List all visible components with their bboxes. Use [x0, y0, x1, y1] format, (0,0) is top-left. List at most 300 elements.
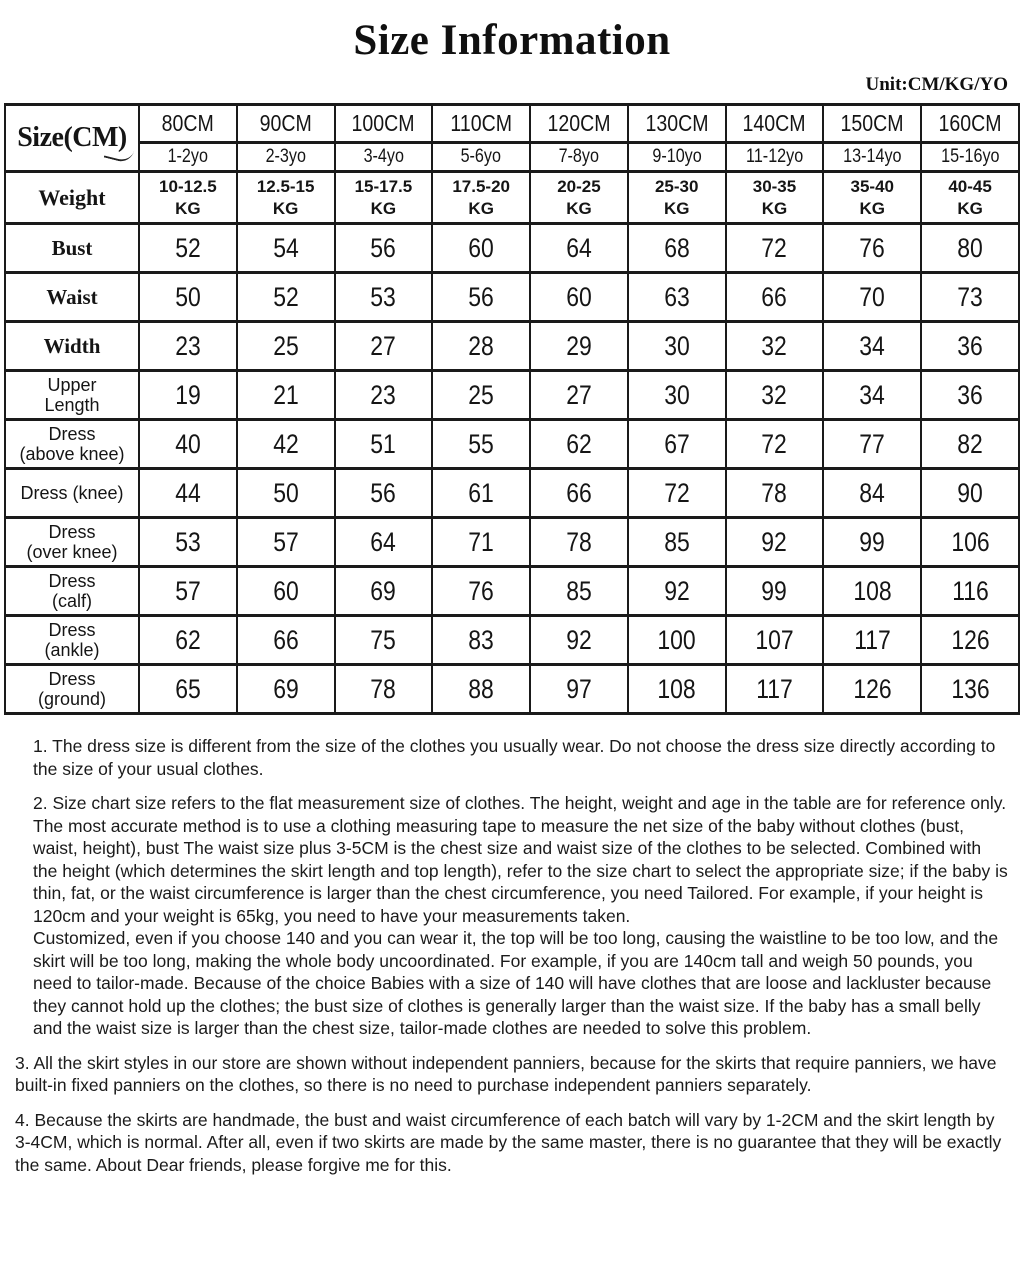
cell-value: 80	[957, 232, 983, 263]
cell-value: 92	[663, 575, 690, 606]
height-cell	[726, 105, 824, 143]
table-row	[5, 616, 1019, 665]
value-cell	[726, 371, 824, 420]
cell-value: 117	[756, 673, 793, 704]
cell-value: 40	[175, 428, 201, 459]
note-paragraph	[15, 792, 1008, 1040]
value-cell	[139, 273, 237, 322]
value-cell	[432, 567, 530, 616]
cell-value: Weight	[38, 184, 106, 210]
cell-value: 64	[566, 232, 592, 263]
cell-value: 108	[657, 673, 696, 704]
height-cell	[237, 105, 335, 143]
value-cell	[530, 616, 628, 665]
row-label-cell	[5, 273, 139, 322]
value-cell	[823, 567, 921, 616]
cell-value: 28	[468, 330, 494, 361]
note-text: 1. The dress size is different from the size of the clothes you usually wear. Do not choose the dress size directly according to the size of your usual clothes.	[33, 736, 996, 779]
value-cell	[432, 665, 530, 714]
cell-value: 85	[663, 526, 690, 557]
row-label-cell	[5, 567, 139, 616]
row-label-cell	[5, 224, 139, 273]
age-cell	[237, 143, 335, 172]
cell-value: 75	[370, 624, 397, 655]
cell-value: 106	[950, 526, 990, 557]
cell-value: 84	[859, 477, 886, 508]
cell-value: 56	[370, 477, 397, 508]
weight-unit: KG	[370, 198, 397, 218]
page-title: Size Information	[353, 17, 671, 64]
value-cell	[823, 371, 921, 420]
cell-value: 50	[175, 281, 201, 312]
row-label-cell	[5, 616, 139, 665]
cell-value: 66	[761, 281, 788, 312]
cell-value: 21	[272, 379, 299, 410]
value-cell	[530, 224, 628, 273]
cell-value: 78	[566, 526, 592, 557]
value-cell	[335, 469, 433, 518]
weight-range: 10-12.5	[159, 177, 217, 197]
cell-value: 68	[663, 232, 690, 263]
height-cell	[530, 105, 628, 143]
weight-unit: KG	[468, 198, 494, 218]
value-cell	[335, 567, 433, 616]
value-cell	[628, 469, 726, 518]
row-label-line: (over knee)	[26, 542, 118, 562]
cell-value: 52	[272, 281, 299, 312]
cell-value: 82	[957, 428, 983, 459]
cell-value: 7-8yo	[558, 146, 600, 167]
table-row	[5, 322, 1019, 371]
cell-value: 15-16yo	[940, 146, 1000, 167]
cell-value: 36	[957, 330, 983, 361]
row-label-line: Dress	[48, 570, 96, 591]
unit-label: Unit:CM/KG/YO	[865, 74, 1008, 95]
value-cell	[335, 616, 433, 665]
cell-value: 61	[468, 477, 494, 508]
value-cell	[921, 322, 1019, 371]
value-cell	[530, 469, 628, 518]
note-paragraph	[15, 735, 1008, 780]
table-row	[5, 518, 1019, 567]
value-cell	[237, 322, 335, 371]
note-text: 3. All the skirt styles in our store are shown without independent panniers, because for the skirts that require panniers, we have built-in fixed panniers on the clothes, so there is no need to purchase independent panniers separately.	[15, 1052, 997, 1095]
cell-value: 99	[859, 526, 886, 557]
value-cell	[823, 322, 921, 371]
row-label-cell	[5, 665, 139, 714]
cell-value: 57	[175, 575, 201, 606]
value-cell	[628, 371, 726, 420]
value-cell	[823, 616, 921, 665]
weight-label-cell	[5, 172, 139, 224]
cell-value: 60	[566, 281, 592, 312]
cell-value: 92	[566, 624, 592, 655]
value-cell	[335, 224, 433, 273]
cell-value: 34	[859, 330, 886, 361]
table-row-heights	[5, 105, 1019, 143]
weight-unit: KG	[761, 198, 788, 218]
cell-value: 72	[663, 477, 690, 508]
value-cell	[823, 518, 921, 567]
cell-value: 92	[761, 526, 788, 557]
cell-value: 99	[761, 575, 788, 606]
cell-value: 71	[468, 526, 494, 557]
cell-value: 30	[663, 330, 690, 361]
value-cell	[628, 224, 726, 273]
value-cell	[823, 420, 921, 469]
value-cell	[921, 420, 1019, 469]
size-table	[4, 103, 1020, 715]
cell-value: 90CM	[259, 110, 312, 136]
cell-value: 42	[272, 428, 299, 459]
cell-value: 62	[175, 624, 201, 655]
value-cell	[530, 567, 628, 616]
value-cell	[139, 224, 237, 273]
cell-value: 2-3yo	[265, 146, 306, 167]
height-cell	[628, 105, 726, 143]
value-cell	[237, 518, 335, 567]
weight-cell	[921, 172, 1019, 224]
value-cell	[726, 616, 824, 665]
value-cell	[726, 665, 824, 714]
cell-value: 67	[663, 428, 690, 459]
value-cell	[237, 420, 335, 469]
cell-value: 70	[859, 281, 886, 312]
value-cell	[921, 469, 1019, 518]
row-label-cell	[5, 322, 139, 371]
cell-value: 90	[957, 477, 983, 508]
cell-value: 30	[663, 379, 690, 410]
value-cell	[335, 420, 433, 469]
value-cell	[921, 371, 1019, 420]
value-cell	[139, 665, 237, 714]
value-cell	[726, 273, 824, 322]
cell-value: 64	[370, 526, 397, 557]
notes-section	[15, 735, 1008, 1176]
weight-range: 15-17.5	[354, 177, 413, 197]
cell-value: 62	[566, 428, 592, 459]
cell-value: 51	[370, 428, 397, 459]
value-cell	[530, 420, 628, 469]
cell-value: Size(CM)	[17, 122, 127, 153]
row-label-line: Dress	[48, 668, 96, 689]
table-row-weight	[5, 172, 1019, 224]
weight-unit: KG	[663, 198, 690, 218]
table-row	[5, 567, 1019, 616]
value-cell	[823, 469, 921, 518]
diagonal-mark-icon	[104, 144, 135, 164]
cell-value: 72	[761, 428, 788, 459]
cell-value: 5-6yo	[460, 146, 502, 167]
value-cell	[139, 371, 237, 420]
value-cell	[628, 567, 726, 616]
cell-value: 9-10yo	[652, 146, 702, 167]
row-label-cell	[5, 371, 139, 420]
cell-value: 150CM	[840, 110, 904, 136]
row-label-line: Bust	[51, 235, 93, 260]
height-cell	[139, 105, 237, 143]
row-label-line: (calf)	[52, 591, 92, 611]
cell-value: 32	[761, 379, 788, 410]
value-cell	[628, 273, 726, 322]
value-cell	[530, 518, 628, 567]
value-cell	[237, 665, 335, 714]
cell-value: 107	[755, 624, 794, 655]
table-row-ages	[5, 143, 1019, 172]
value-cell	[139, 616, 237, 665]
cell-value: 116	[951, 575, 989, 606]
cell-value: 63	[663, 281, 690, 312]
age-cell	[628, 143, 726, 172]
note-text: Customized, even if you choose 140 and you can wear it, the top will be too long, causing the waistline to be too low, and the skirt will be too long, making the whole body uncoordinated. For example, if you are 140cm tall and weigh 50 pounds, you need to tailor-made. Because of the choice Babies with a size of 140 will have clothes that are loose and lackluster because they cannot hold up the clothes; the bust size of clothes is generally larger than the waist size. If the baby has a small belly and the waist size is larger than the chest size, tailor-made clothes are needed to solve this problem.	[33, 928, 999, 1038]
row-label-line: (above knee)	[19, 444, 125, 464]
cell-value: 52	[175, 232, 201, 263]
weight-unit: KG	[566, 198, 592, 218]
cell-value: 97	[566, 673, 592, 704]
weight-cell	[726, 172, 824, 224]
cell-value: 34	[859, 379, 886, 410]
value-cell	[432, 420, 530, 469]
cell-value: 36	[957, 379, 983, 410]
value-cell	[530, 665, 628, 714]
cell-value: 50	[272, 477, 299, 508]
corner-cell	[5, 105, 139, 172]
cell-value: 23	[175, 330, 201, 361]
value-cell	[237, 371, 335, 420]
cell-value: 65	[175, 673, 201, 704]
value-cell	[139, 322, 237, 371]
table-row	[5, 371, 1019, 420]
age-cell	[921, 143, 1019, 172]
cell-value: 32	[761, 330, 788, 361]
row-label-line: Dress	[48, 423, 96, 444]
value-cell	[432, 273, 530, 322]
value-cell	[432, 322, 530, 371]
value-cell	[237, 616, 335, 665]
cell-value: 100	[657, 624, 696, 655]
cell-value: 57	[272, 526, 299, 557]
cell-value: 23	[370, 379, 397, 410]
row-label-line: Waist	[46, 284, 98, 309]
value-cell	[237, 567, 335, 616]
value-cell	[726, 322, 824, 371]
height-cell	[823, 105, 921, 143]
age-cell	[335, 143, 433, 172]
value-cell	[823, 273, 921, 322]
row-label-line: (ankle)	[44, 640, 100, 660]
cell-value: 160CM	[938, 110, 1002, 136]
value-cell	[335, 371, 433, 420]
value-cell	[335, 273, 433, 322]
note-text: 4. Because the skirts are handmade, the bust and waist circumference of each batch will vary by 1-2CM and the skirt length by 3-4CM, which is normal. After all, even if two skirts are made by the same master, there is no guarantee that they will be exactly the same. About Dear friends, please forgive me for this.	[15, 1109, 1002, 1175]
cell-value: 56	[468, 281, 494, 312]
table-row	[5, 665, 1019, 714]
weight-cell	[530, 172, 628, 224]
cell-value: 25	[272, 330, 299, 361]
value-cell	[432, 371, 530, 420]
cell-value: 19	[175, 379, 201, 410]
cell-value: 44	[175, 477, 201, 508]
cell-value: 29	[566, 330, 592, 361]
value-cell	[139, 420, 237, 469]
age-cell	[432, 143, 530, 172]
table-row	[5, 469, 1019, 518]
row-label-line: Dress (knee)	[20, 482, 124, 503]
age-cell	[139, 143, 237, 172]
cell-value: 53	[175, 526, 201, 557]
cell-value: 13-14yo	[843, 146, 902, 167]
note-paragraph	[15, 1052, 1008, 1097]
cell-value: 1-2yo	[167, 146, 209, 167]
weight-range: 12.5-15	[256, 177, 315, 197]
height-cell	[432, 105, 530, 143]
cell-value: 55	[468, 428, 494, 459]
cell-value: 117	[853, 624, 891, 655]
cell-value: 130CM	[645, 110, 709, 136]
cell-value: 27	[566, 379, 592, 410]
cell-value: 25	[468, 379, 494, 410]
value-cell	[921, 616, 1019, 665]
cell-value: 126	[853, 673, 892, 704]
cell-value: 120CM	[547, 110, 611, 136]
weight-cell	[139, 172, 237, 224]
value-cell	[726, 224, 824, 273]
value-cell	[823, 224, 921, 273]
value-cell	[530, 371, 628, 420]
value-cell	[921, 224, 1019, 273]
value-cell	[823, 665, 921, 714]
cell-value: 76	[468, 575, 494, 606]
table-row	[5, 273, 1019, 322]
value-cell	[530, 322, 628, 371]
cell-value: 66	[272, 624, 299, 655]
cell-value: 11-12yo	[745, 146, 804, 167]
cell-value: 78	[370, 673, 397, 704]
weight-cell	[237, 172, 335, 224]
height-cell	[335, 105, 433, 143]
age-cell	[726, 143, 824, 172]
cell-value: 54	[272, 232, 299, 263]
value-cell	[432, 224, 530, 273]
row-label-line: Length	[44, 395, 100, 415]
age-cell	[530, 143, 628, 172]
value-cell	[628, 420, 726, 469]
cell-value: 66	[566, 477, 592, 508]
cell-value: 73	[957, 281, 983, 312]
weight-unit: KG	[859, 198, 885, 218]
value-cell	[628, 616, 726, 665]
value-cell	[921, 518, 1019, 567]
cell-value: 80CM	[161, 110, 214, 136]
value-cell	[432, 616, 530, 665]
value-cell	[432, 518, 530, 567]
weight-range: 25-30	[654, 177, 699, 197]
cell-value: 83	[468, 624, 494, 655]
value-cell	[335, 665, 433, 714]
row-label-cell	[5, 420, 139, 469]
value-cell	[628, 665, 726, 714]
weight-cell	[823, 172, 921, 224]
cell-value: 136	[950, 673, 990, 704]
row-label-line: Dress	[48, 619, 96, 640]
cell-value: 60	[468, 232, 494, 263]
value-cell	[726, 567, 824, 616]
cell-value: 60	[272, 575, 299, 606]
row-label-cell	[5, 518, 139, 567]
weight-cell	[628, 172, 726, 224]
table-row	[5, 420, 1019, 469]
value-cell	[628, 518, 726, 567]
value-cell	[628, 322, 726, 371]
value-cell	[432, 469, 530, 518]
value-cell	[726, 469, 824, 518]
value-cell	[530, 273, 628, 322]
cell-value: 69	[370, 575, 397, 606]
cell-value: 56	[370, 232, 397, 263]
row-label-line: (ground)	[37, 689, 107, 709]
value-cell	[139, 567, 237, 616]
age-cell	[823, 143, 921, 172]
value-cell	[237, 273, 335, 322]
weight-unit: KG	[272, 198, 299, 218]
row-label-line: Dress	[48, 521, 96, 542]
value-cell	[139, 518, 237, 567]
weight-range: 17.5-20	[452, 177, 511, 197]
value-cell	[335, 322, 433, 371]
cell-value: 85	[566, 575, 592, 606]
note-text: 2. Size chart size refers to the flat measurement size of clothes. The height, weight and age in the table are for reference only. The most accurate method is to use a clothing measuring tape to measure the net size of the baby without clothes (bust, waist, height), bust The waist size plus 3-5CM is the chest size and waist size of the clothes to be selected. Combined with the height (which determines the skirt length and top length), refer to the size chart to select the appropriate size; if the baby is thin, fat, or the waist circumference is larger than the chest circumference, you need Tailored. For example, if your height is 120cm and your weight is 65kg, you need to have your measurements taken.	[33, 793, 1008, 926]
cell-value: 110CM	[450, 110, 512, 136]
cell-value: 69	[272, 673, 299, 704]
cell-value: 72	[761, 232, 788, 263]
weight-unit: KG	[175, 198, 201, 218]
value-cell	[726, 420, 824, 469]
cell-value: 100CM	[351, 110, 415, 136]
row-label-line: Width	[43, 333, 101, 358]
value-cell	[726, 518, 824, 567]
weight-cell	[335, 172, 433, 224]
weight-range: 20-25	[557, 177, 601, 197]
cell-value: 88	[468, 673, 494, 704]
weight-cell	[432, 172, 530, 224]
cell-value: 126	[950, 624, 990, 655]
cell-value: 3-4yo	[363, 146, 404, 167]
value-cell	[237, 469, 335, 518]
value-cell	[335, 518, 433, 567]
cell-value: 27	[370, 330, 397, 361]
height-cell	[921, 105, 1019, 143]
weight-range: 35-40	[850, 177, 894, 197]
row-label-cell	[5, 469, 139, 518]
weight-range: 40-45	[948, 177, 992, 197]
weight-range: 30-35	[752, 177, 797, 197]
cell-value: 53	[370, 281, 397, 312]
value-cell	[139, 469, 237, 518]
cell-value: 76	[859, 232, 886, 263]
cell-value: 77	[859, 428, 886, 459]
table-row	[5, 224, 1019, 273]
value-cell	[237, 224, 335, 273]
value-cell	[921, 567, 1019, 616]
weight-unit: KG	[957, 198, 983, 218]
cell-value: 140CM	[742, 110, 806, 136]
value-cell	[921, 665, 1019, 714]
value-cell	[921, 273, 1019, 322]
cell-value: 78	[761, 477, 788, 508]
cell-value: 108	[853, 575, 892, 606]
note-paragraph	[15, 1109, 1008, 1177]
row-label-line: Upper	[47, 374, 97, 395]
